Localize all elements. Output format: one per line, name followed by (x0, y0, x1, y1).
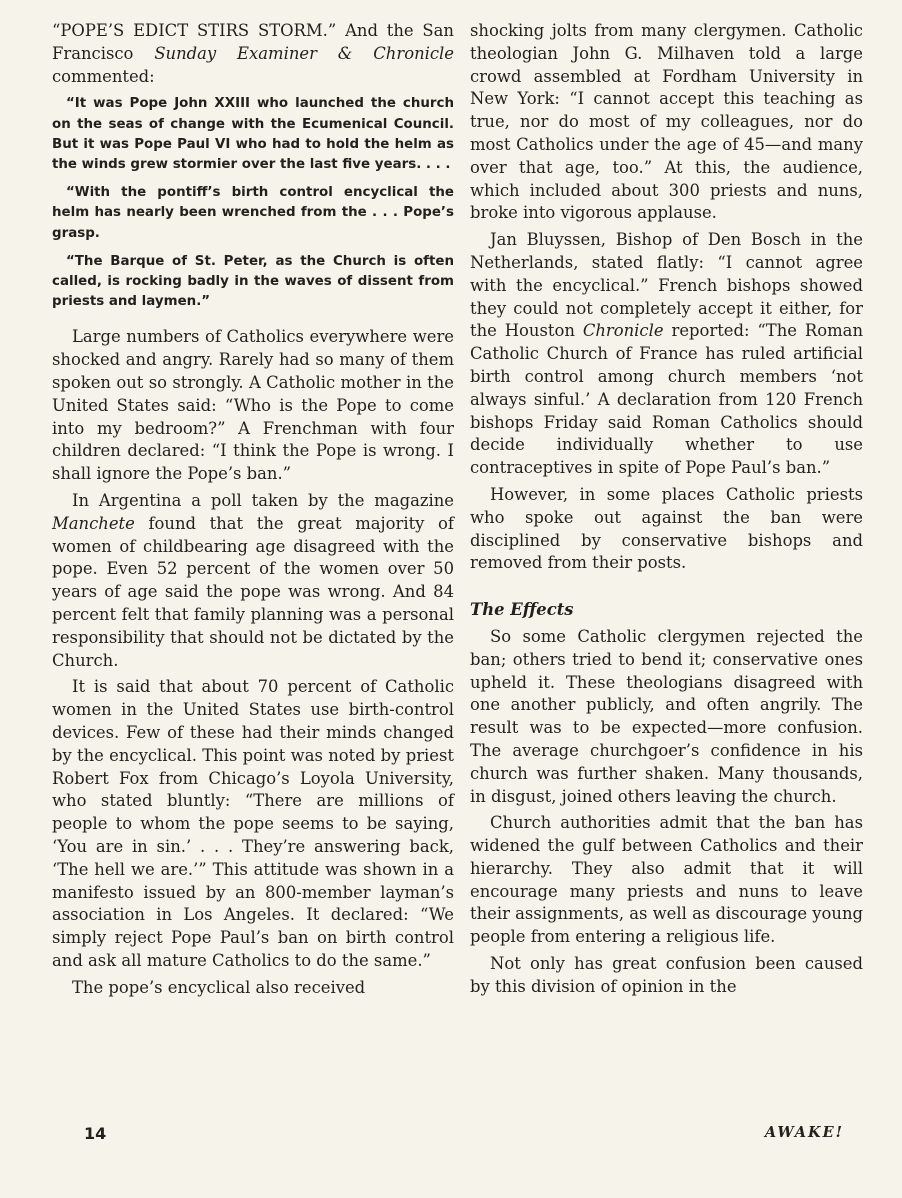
quote-2: “With the pontiff’s birth control encyclical the helm has nearly been wrenched from the . . . Pope’s grasp. (52, 185, 454, 241)
paragraph-birth-control: It is said that about 70 percent of Catholic women in the United States use birth-control devices. Few of these had their minds changed by the encyclical. This point was noted by priest Robert Fox from Chicago’s Loyola University, who stated bluntly: “There are millions of people to whom the pope seems to be saying, ‘You are in sin.’ . . . They’re answering back, ‘The hell we are.’” This attitude was shown in a manifesto issued by an 800-member layman’s association in Los Angeles. It declared: “We simply reject Pope Paul’s ban on birth control and ask all mature Catholics to do the same.” (52, 677, 454, 970)
newspaper-name-2: Chronicle (582, 321, 664, 341)
quote-3: “The Barque of St. Peter, as the Church is often called, is rocking badly in the waves of dissent from priests and laymen.” (52, 253, 454, 310)
bishops-text-end: reported: “The Roman Catholic Church of France has ruled artificial birth control among church members ‘not always sinful.’ A declaration from 120 French bishops Friday said Roman Catholics should decide individually whether to use contraceptives in spite of Pope Paul’s ban.” (470, 321, 864, 478)
intro-text-end: commented: (52, 66, 155, 86)
paragraph-encyclical: The pope’s encyclical also received (72, 977, 366, 997)
magazine-name: Manchete (52, 513, 135, 533)
paragraph-argentina (52, 490, 454, 672)
right-column (470, 20, 863, 999)
intro-paragraph (52, 20, 454, 88)
paragraph-bishops (470, 229, 863, 480)
magazine-name-footer: AWAKE! (764, 1124, 844, 1141)
page-number: 14 (84, 1124, 107, 1143)
bishops-text: Jan Bluyssen, Bishop of Den Bosch in the Netherlands, stated flatly: “I cannot agree with the encyclical.” French bishops showed they could not completely accept it either, for the Houston (470, 230, 863, 341)
paragraph-effects: So some Catholic clergymen rejected the ban; others tried to bend it; conservative ones upheld it. These theologians disagreed with one another publicly, and often angrily. The result was to be expected—more confusion. The average churchgoer’s confidence in his church was further shaken. Many thousands, in disgust, joined others leaving the church. (470, 626, 863, 806)
paragraph-clergymen: shocking jolts from many clergymen. Catholic theologian John G. Milhaven told a large crowd assembled at Fordham University in New York: “I cannot accept this teaching as true, nor do most of my colleagues, nor do most Catholics under the age of 45—and many over that age, too.” At this, the audience, which included about 300 priests and nuns, broke into vigorous applause. (470, 21, 863, 223)
paragraph-shocked: Large numbers of Catholics everywhere were shocked and angry. Rarely had so many of them spoken out so strongly. A Catholic mother in the United States said: “Who is the Pope to come into my bedroom?” A Frenchman with four children declared: “I think the Pope is wrong. I shall ignore the Pope’s ban.” (52, 327, 454, 484)
paragraph-disciplined: However, in some places Catholic priests who spoke out against the ban were disciplined by conservative bishops and removed from their posts. (470, 484, 863, 573)
left-column (52, 20, 454, 1000)
quote-1: “It was Pope John XXIII who launched the church on the seas of change with the Ecumenical Council. But it was Pope Paul VI who had to hold the helm as the winds grew stormier over the last five years. . . . (52, 96, 454, 172)
intro-text: “POPE’S EDICT STIRS STORM.” And the San Francisco (52, 21, 454, 63)
argentina-text: In Argentina a poll taken by the magazine (72, 491, 454, 510)
section-heading: The Effects (470, 600, 574, 620)
argentina-text-end: found that the great majority of women of childbearing age disagreed with the pope. Even 52 percent of the women over 50 years of age said the pope was wrong. And 84 percent felt that family planning was a personal responsibility that should not be dictated by the Church. (52, 513, 454, 670)
newspaper-name: Sunday Examiner & Chronicle (154, 43, 454, 63)
paragraph-confusion: Not only has great confusion been caused by this division of opinion in the (470, 954, 863, 996)
paragraph-authorities: Church authorities admit that the ban has widened the gulf between Catholics and their hierarchy. They also admit that it will encourage many priests and nuns to leave their assignments, as well as discourage young people from entering a religious life. (470, 813, 863, 947)
